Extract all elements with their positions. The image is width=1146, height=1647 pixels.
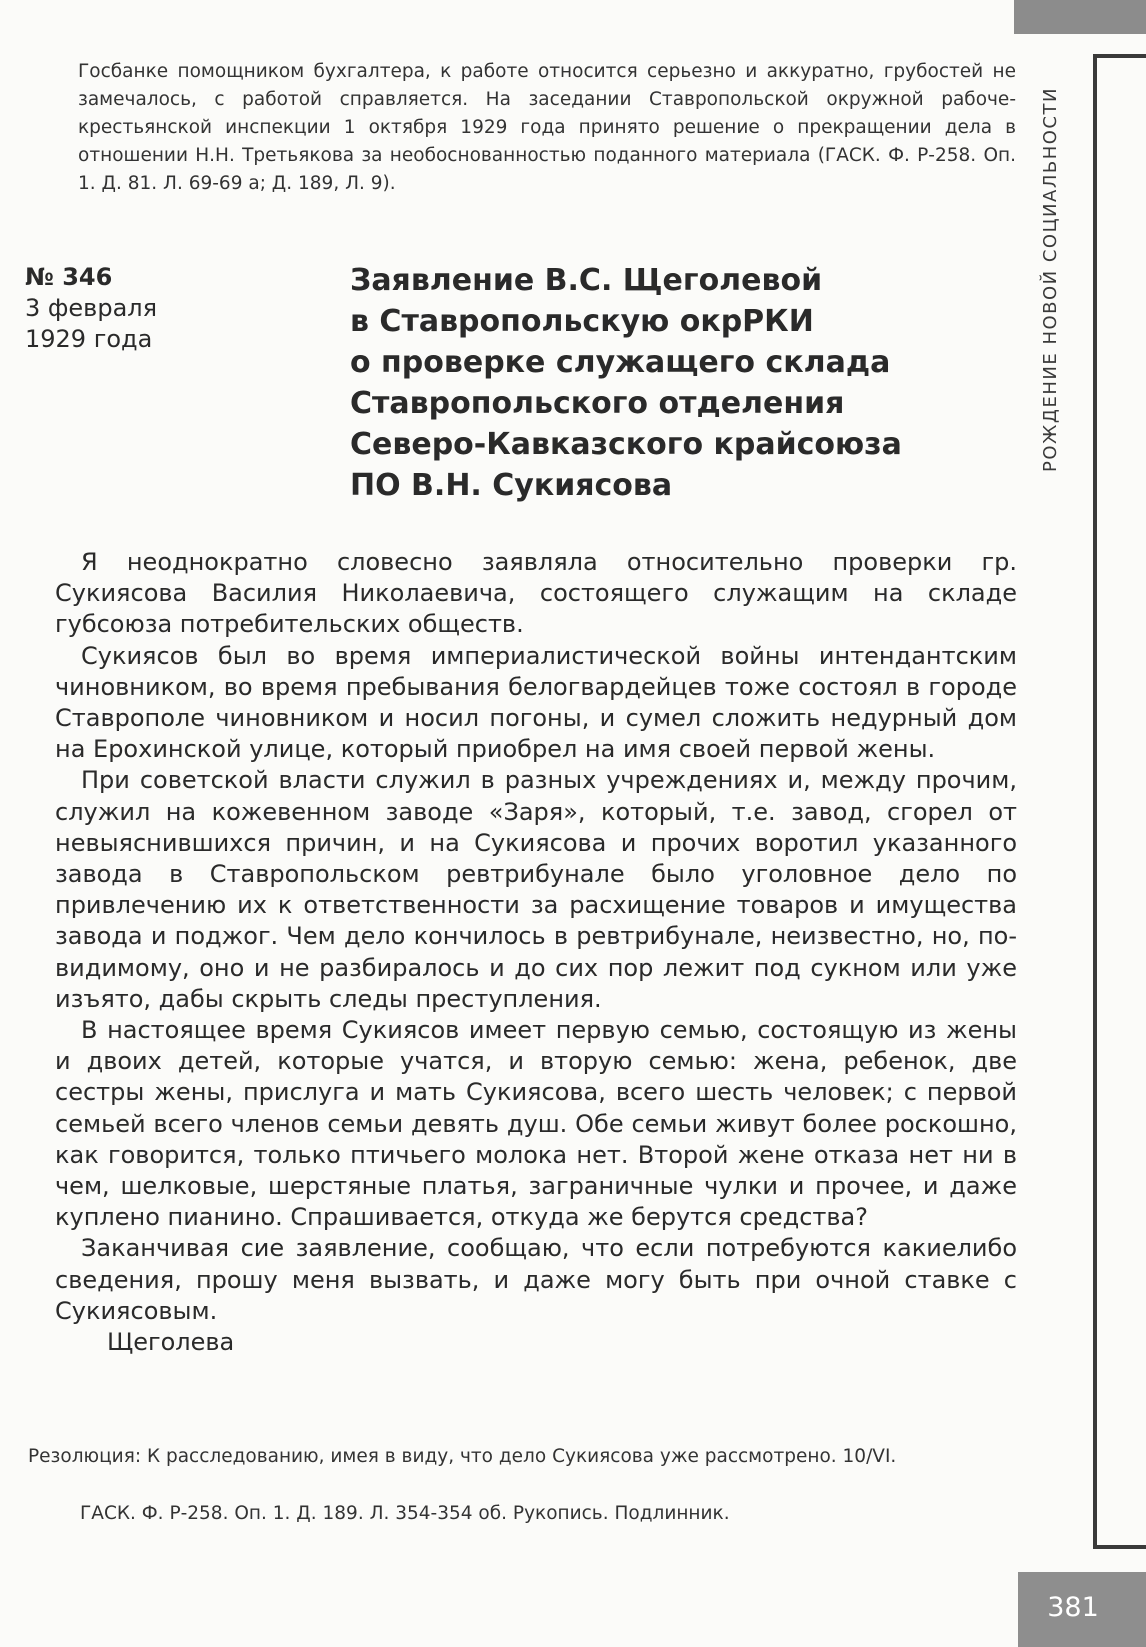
signature: Щеголева (107, 1328, 235, 1357)
previous-document-note: Госбанке помощником бухгалтера, к работе относится серьезно и аккуратно, грубостей не замечалось, с работой справляется. На заседании Ставропольской окружной рабоче-крестьянской инспекции 1 октября 1929 года принято решение о прекращении дела в отношении Н.Н. Третьякова за необоснованностью поданного материала (ГАСК. Ф. Р-258. Оп. 1. Д. 81. Л. 69-69 а; Д. 189, Л. 9). (78, 61, 1016, 194)
body-paragraph: Сукиясов был во время империалистической войны интендантским чиновником, во время пребывания белогвардейцев тоже состоял в городе Ставрополе чиновником и носил погоны, и сумел сложить недурный дом на Ерохинской улице, который приобрел на имя своей первой жены. (55, 641, 1017, 764)
resolution-note: Резолюция: К расследованию, имея в виду, что дело Сукиясова уже рассмотрено. 10/VI. (28, 1446, 897, 1467)
title-line: Северо-Кавказского крайсоюза (350, 427, 902, 462)
document-body (55, 547, 1017, 1358)
page-number: 381 (1047, 1592, 1099, 1623)
document-number: № 346 (25, 263, 113, 291)
section-running-title: РОЖДЕНИЕ НОВОЙ СОЦИАЛЬНОСТИ (1040, 87, 1061, 472)
archive-source: ГАСК. Ф. Р-258. Оп. 1. Д. 189. Л. 354-354 об. Рукопись. Подлинник. (80, 1503, 730, 1524)
title-line: Заявление В.С. Щеголевой (350, 263, 823, 298)
document-title (350, 260, 1030, 506)
top-edge-tab (1014, 0, 1146, 34)
body-paragraph: При советской власти служил в разных учреждениях и, между прочим, служил на кожевенном заводе «Заря», который, т.е. завод, сгорел от невыяснившихся причин, и на Сукиясова и прочих воротил указанного завода в Ставропольском ревтрибунале было уголовное дело по привлечению их к ответственности за расхищение товаров и имущества завода и поджог. Чем дело кончилось в ревтрибунале, неизвестно, но, по-видимому, оно и не разбиралось и до сих пор лежит под сукном или уже изъято, дабы скрыть следы преступления. (55, 766, 1017, 1013)
title-line: о проверке служащего склада (350, 345, 891, 380)
body-paragraph: Я неоднократно словесно заявляла относительно проверки гр. Сукиясова Василия Николаевича, состоящего служащим на складе губсоюза потребительских обществ. (55, 548, 1017, 639)
document-date-day: 3 февраля (25, 294, 158, 322)
document-meta (25, 262, 265, 355)
page-edge-frame (1093, 54, 1146, 1549)
title-line: в Ставропольскую окрРКИ (350, 304, 814, 339)
page-number-box (1018, 1572, 1146, 1647)
body-paragraph: В настоящее время Сукиясов имеет первую семью, состоящую из жены и двоих детей, которые учатся, и вторую семью: жена, ребенок, две сестры жены, прислуга и мать Сукиясова, всего шесть человек; с первой семьей всего членов семьи девять душ. Обе семьи живут более роскошно, как говорится, только птичьего молока нет. Второй жене отказа нет ни в чем, шелковые, шерстяные платья, заграничные чулки и прочее, и даже куплено пианино. Спрашивается, откуда же берутся средства? (55, 1016, 1017, 1232)
body-paragraph: Заканчивая сие заявление, сообщаю, что если потребуются какиелибо сведения, прошу меня вызвать, и даже могу быть при очной ставке с Сукиясовым. (55, 1234, 1017, 1325)
title-line: ПО В.Н. Сукиясова (350, 468, 673, 503)
document-date-year: 1929 года (25, 325, 153, 353)
title-line: Ставропольского отделения (350, 386, 845, 421)
